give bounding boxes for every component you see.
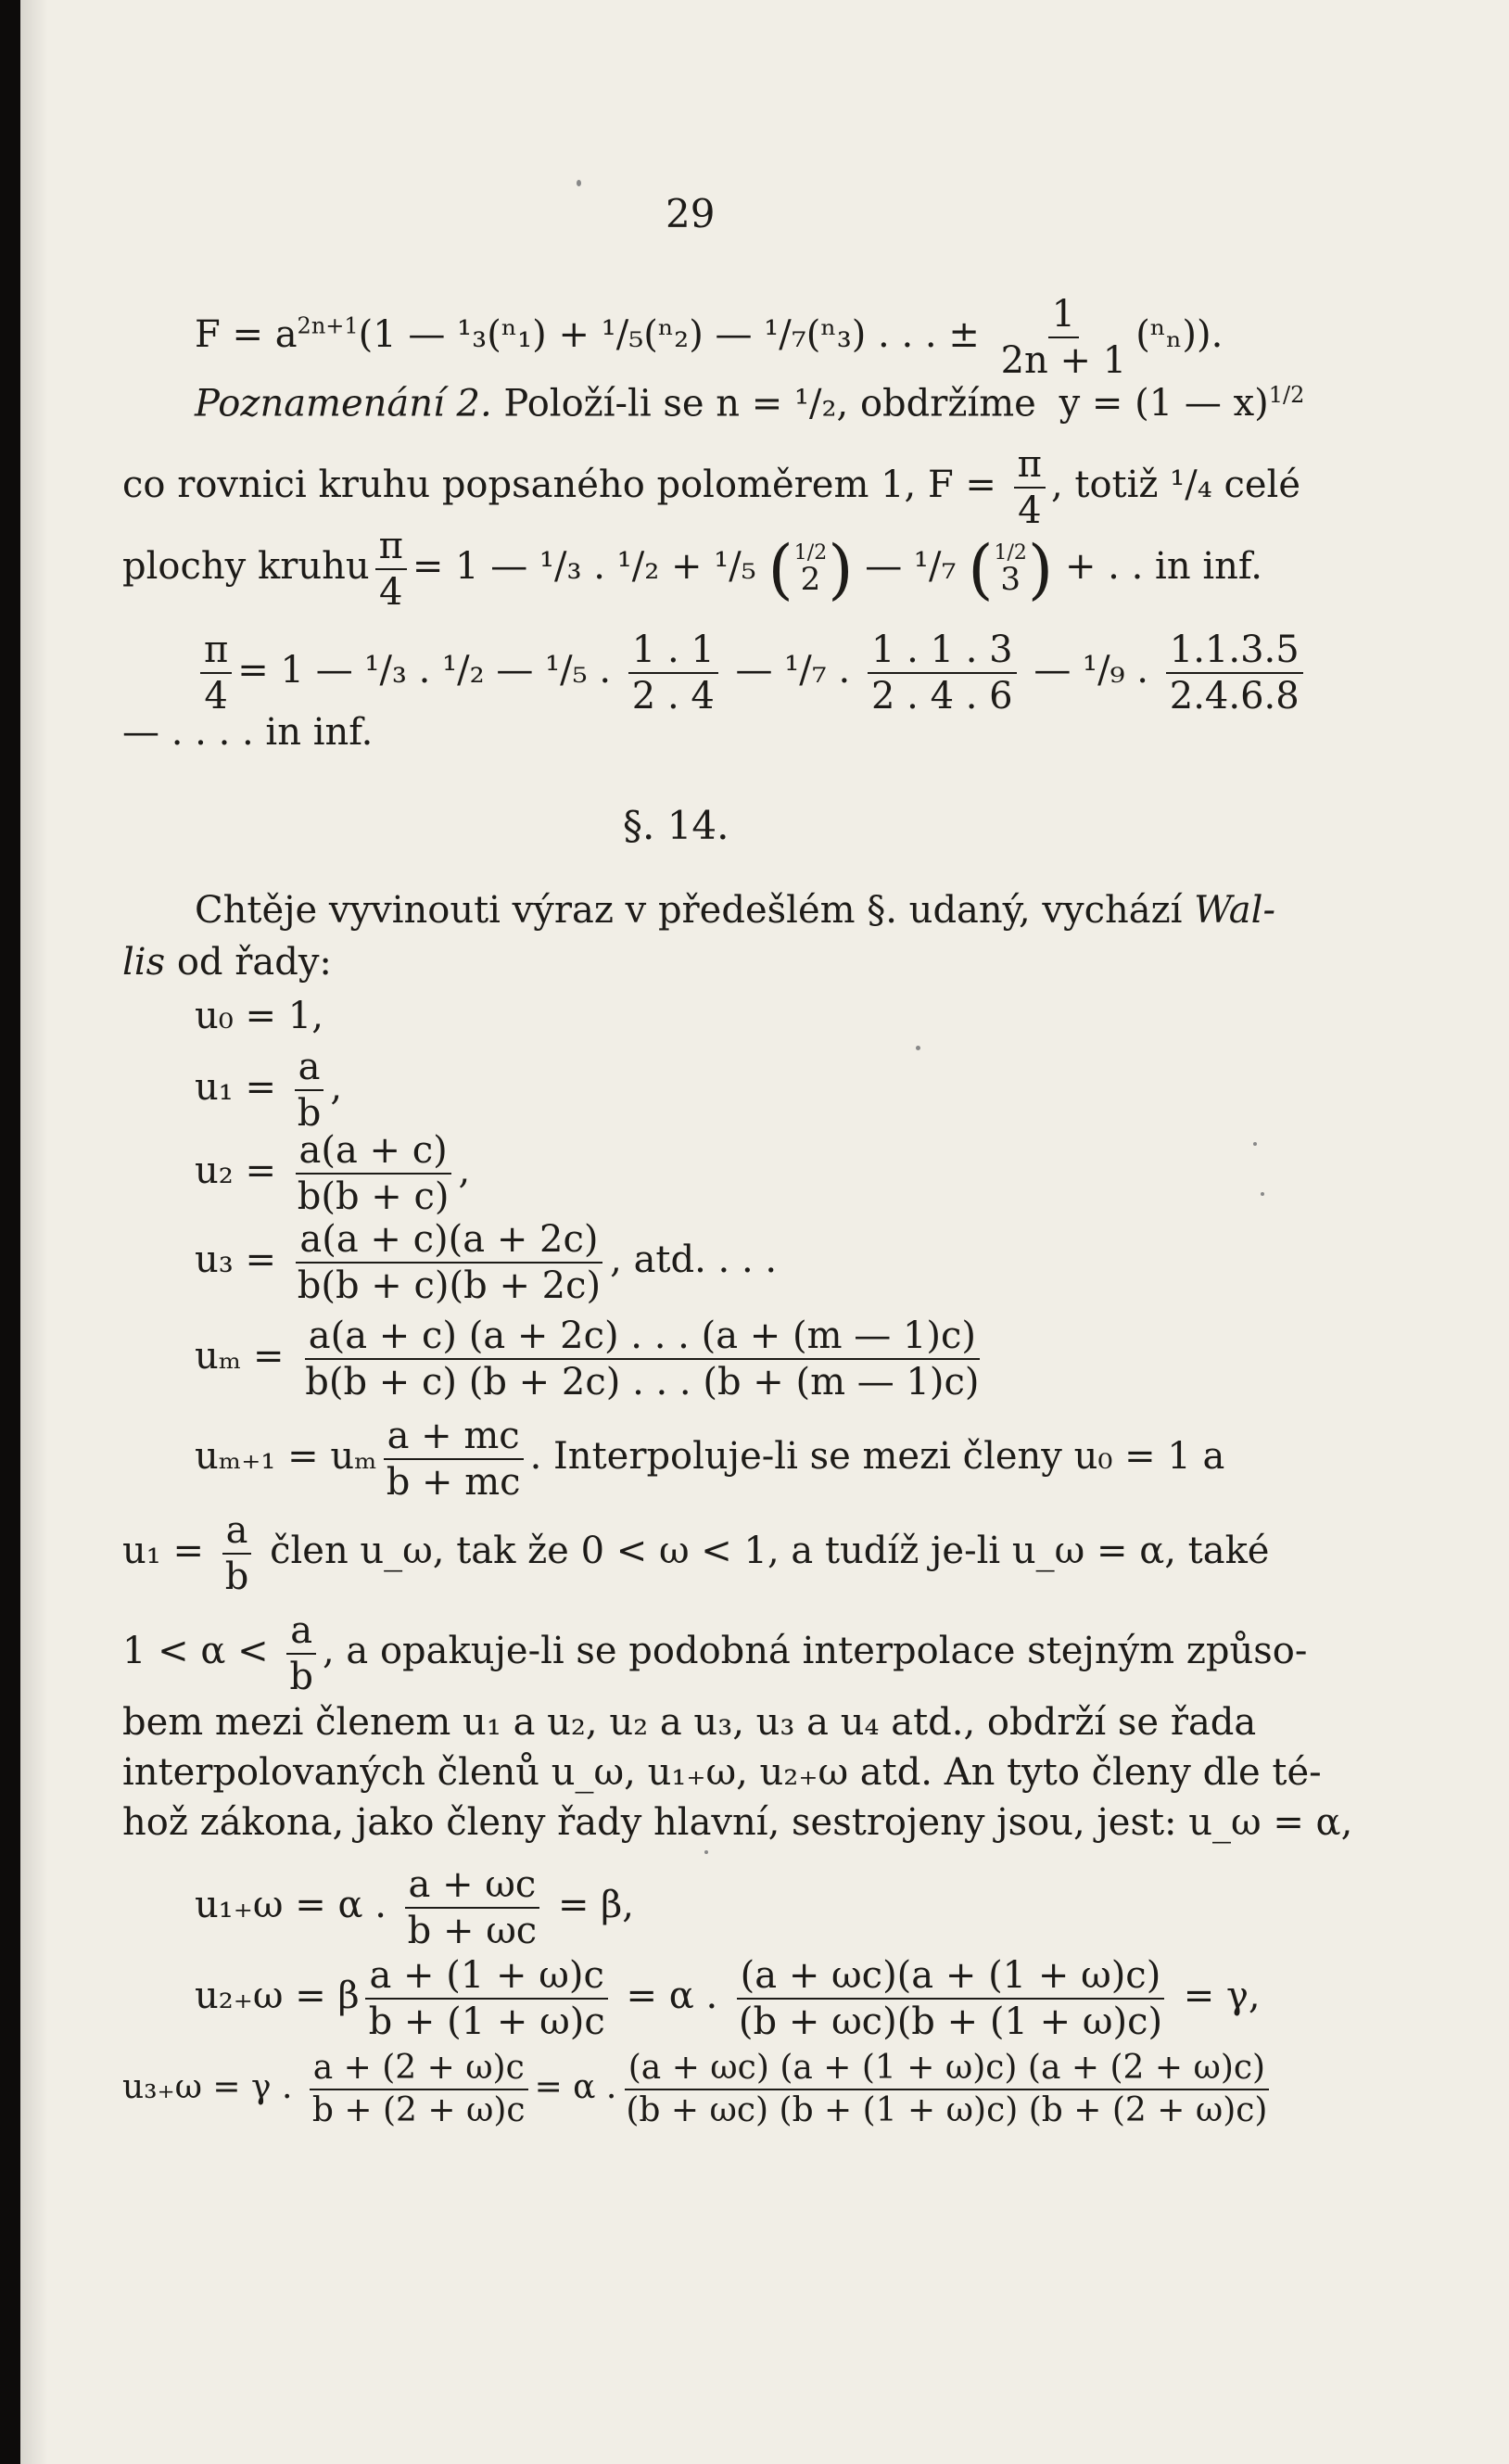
circle-line-text: co rovnici kruhu popsaného poloměrem 1, F =	[122, 464, 996, 506]
binom2-bot: 3	[1000, 561, 1021, 598]
eq2-den1: b + (1 + ω)c	[368, 2000, 605, 2043]
pi-f1-den: 2 . 4	[631, 675, 715, 718]
pi-f3	[1166, 630, 1303, 716]
um1-num: a + mc	[384, 1416, 524, 1460]
area-series: = 1 — ¹/₃ . ¹/₂ + ¹/₅	[412, 545, 756, 588]
formula-F-terms: (1 — ¹₃(ⁿ₁) + ¹/₅(ⁿ₂) — ¹/₇(ⁿ₃) . . . ±	[358, 313, 980, 356]
pi-frac-num: π	[200, 630, 232, 674]
binom1-bot: 2	[800, 561, 821, 598]
area-line-text: plochy kruhu	[122, 545, 370, 588]
note2-eq: y = (1 — x)	[1059, 382, 1269, 425]
pi-f1	[628, 630, 718, 716]
um-lhs: uₘ =	[195, 1335, 285, 1378]
pi-f1-num: 1 . 1	[628, 630, 718, 674]
eq3-fraction1	[309, 2051, 529, 2128]
para1-l1-italic: Wal-	[1194, 889, 1275, 932]
um-fraction	[301, 1316, 983, 1402]
u3-tail: , atd. . . .	[610, 1238, 778, 1281]
para2-line3: bem mezi členem u₁ a u₂, u₂ a u₃, u₃ a u₄ atd., obdrží se řada	[122, 1701, 1257, 1744]
area-frac-den: 4	[379, 571, 403, 614]
circle-line-tail: , totiž ¹/₄ celé	[1050, 464, 1301, 506]
para2-line5: hož zákona, jako členy řady hlavní, sestrojeny jsou, jest: u_ω = α,	[122, 1801, 1353, 1844]
circle-frac-num: π	[1014, 445, 1046, 489]
pi-fraction	[200, 630, 232, 716]
para1-l2-italic: lis	[122, 941, 166, 984]
eq2-den2: (b + ωc)(b + (1 + ω)c)	[738, 2000, 1163, 2043]
eq3-den2: (b + ωc) (b + (1 + ω)c) (b + (2 + ω)c)	[626, 2090, 1268, 2129]
um-den: b(b + c) (b + 2c) . . . (b + (m — 1)c)	[305, 1361, 980, 1403]
formula-F-exp: 2n+1	[297, 312, 359, 339]
eq3-line	[122, 2051, 1276, 2128]
note2-text: Položí-li se n = ¹/₂, obdržíme	[503, 382, 1036, 425]
area-end: + . . in inf.	[1064, 545, 1262, 588]
u2-den: b(b + c)	[297, 1175, 450, 1218]
pi-f2-den: 2 . 4 . 6	[870, 675, 1013, 718]
para1-l1: Chtěje vyvinouti výraz v předešlém §. udaný, vychází	[195, 889, 1183, 932]
para2-l1a: u₁ =	[122, 1530, 205, 1572]
u1-fraction	[294, 1048, 325, 1133]
para2-l1b: člen u_ω, tak že 0 < ω < 1, a tudíž je-li u_ω = α, také	[270, 1530, 1270, 1572]
paper-speck	[577, 180, 581, 186]
eq2-lhs: u₂₊ω = β	[195, 1975, 360, 2017]
u2-lhs: u₂ =	[195, 1149, 277, 1192]
eq2-tail: = γ,	[1183, 1975, 1261, 2017]
u2-line	[195, 1131, 470, 1216]
um-num: a(a + c) (a + 2c) . . . (a + (m — 1)c)	[305, 1316, 980, 1360]
para2-l2b: , a opakuje-li se podobná interpolace stejným způso-	[322, 1630, 1308, 1672]
eq3-fraction2	[622, 2051, 1271, 2128]
area-frac-num: π	[375, 527, 407, 570]
eq1-line	[195, 1865, 634, 1950]
para1-line1	[195, 889, 1275, 932]
in-inf-line: — . . . . in inf.	[122, 711, 374, 754]
um1-den: b + mc	[386, 1461, 521, 1504]
circle-line	[122, 445, 1300, 530]
binom2-open-paren: (	[968, 531, 994, 607]
para2-l1-num: a	[222, 1511, 252, 1555]
binom2-top: 1/2	[994, 541, 1027, 565]
u0-line: u₀ = 1,	[195, 995, 323, 1037]
eq2-num2: (a + ωc)(a + (1 + ω)c)	[737, 1956, 1165, 2000]
u3-fraction	[294, 1220, 604, 1305]
para2-l1-den: b	[224, 1556, 249, 1598]
eq2-num1: a + (1 + ω)c	[365, 1956, 607, 2000]
u3-lhs: u₃ =	[195, 1238, 277, 1281]
u1-comma: ,	[330, 1066, 343, 1109]
pi-f3-num: 1.1.3.5	[1166, 630, 1303, 674]
para2-l2-fraction	[285, 1611, 317, 1696]
eq1-tail: = β,	[557, 1884, 635, 1926]
paper-speck	[1253, 1142, 1257, 1146]
pi-t2: — ¹/₇ .	[735, 649, 851, 692]
pi-f2-num: 1 . 1 . 3	[868, 630, 1017, 674]
u2-comma: ,	[458, 1149, 471, 1192]
paper-speck	[916, 1046, 920, 1050]
para2-line4: interpolovaných členů u_ω, u₁₊ω, u₂₊ω atd. An tyto členy dle té-	[122, 1751, 1322, 1794]
paper-speck	[1261, 1192, 1264, 1196]
u3-num: a(a + c)(a + 2c)	[296, 1220, 602, 1264]
formula-F-frac-den: 2n + 1	[1000, 339, 1127, 382]
circle-frac-den: 4	[1018, 489, 1042, 532]
area-mid: — ¹/₇	[865, 545, 957, 588]
binom1-top: 1/2	[793, 541, 828, 565]
note2-label: Poznamenání 2.	[195, 382, 492, 425]
eq3-lhs: u₃₊ω = γ .	[122, 2067, 293, 2106]
binom1-open-paren: (	[767, 531, 793, 607]
pi-f2	[868, 630, 1017, 716]
formula-F-lhs: F = a	[195, 313, 298, 356]
pi-t1: = 1 — ¹/₃ . ¹/₂ — ¹/₅ .	[237, 649, 612, 692]
para2-line2	[122, 1611, 1307, 1696]
book-page	[20, 0, 1509, 2464]
u1-line	[195, 1048, 342, 1133]
para2-l2-num: a	[286, 1611, 316, 1655]
para2-l2-den: b	[289, 1656, 313, 1698]
eq1-fraction	[404, 1865, 541, 1950]
um1-lhs: uₘ₊₁ = uₘ	[195, 1435, 377, 1478]
paper-speck	[704, 1850, 708, 1854]
um1-tail: . Interpoluje-li se mezi členy u₀ = 1 a	[529, 1435, 1225, 1478]
para1-line2	[122, 941, 332, 984]
para2-l1-fraction	[222, 1511, 253, 1596]
eq2-fraction2	[735, 1956, 1166, 2041]
eq3-num2: (a + ωc) (a + (1 + ω)c) (a + (2 + ω)c)	[625, 2051, 1269, 2090]
binom2	[994, 541, 1027, 598]
eq1-den: b + ωc	[407, 1910, 538, 1952]
note2-exp: 1/2	[1268, 382, 1305, 408]
u1-den: b	[297, 1092, 322, 1135]
eq3-num1: a + (2 + ω)c	[310, 2051, 528, 2090]
binom1-close-paren: )	[828, 531, 854, 607]
eq3-mid: = α .	[534, 2067, 617, 2106]
para1-l2: od řady:	[176, 941, 332, 984]
pi-frac-den: 4	[204, 675, 228, 718]
pi-line	[195, 630, 1309, 716]
eq2-mid: = α .	[626, 1975, 718, 2017]
eq2-fraction1	[365, 1956, 609, 2041]
u3-den: b(b + c)(b + 2c)	[297, 1264, 602, 1307]
u3-line	[195, 1220, 777, 1305]
eq1-num: a + ωc	[405, 1865, 540, 1909]
page-number: 29	[666, 191, 716, 236]
u2-fraction	[294, 1131, 453, 1216]
circle-line-fraction	[1014, 445, 1046, 530]
pi-t3: — ¹/₉ .	[1033, 649, 1149, 692]
para2-l2a: 1 < α <	[122, 1630, 269, 1672]
formula-F-fraction	[997, 295, 1131, 380]
note2-line	[195, 382, 1305, 425]
formula-F	[195, 295, 1223, 380]
section-heading: §. 14.	[623, 803, 729, 848]
pi-f3-den: 2.4.6.8	[1169, 675, 1300, 718]
formula-F-frac-num: 1	[1048, 295, 1079, 338]
binom2-close-paren: )	[1027, 531, 1054, 607]
binom1	[793, 541, 828, 598]
u1-lhs: u₁ =	[195, 1066, 277, 1109]
um-line	[195, 1316, 989, 1402]
formula-F-tail: (ⁿₙ)).	[1135, 313, 1224, 356]
eq3-den1: b + (2 + ω)c	[311, 2090, 526, 2129]
u2-num: a(a + c)	[296, 1131, 451, 1175]
area-line	[122, 527, 1262, 612]
eq1-lhs: u₁₊ω = α .	[195, 1884, 387, 1926]
area-line-fraction	[375, 527, 407, 612]
um1-fraction	[383, 1416, 525, 1502]
u1-num: a	[295, 1048, 324, 1091]
para2-line1	[122, 1511, 1269, 1596]
um1-line	[195, 1416, 1224, 1502]
eq2-line	[195, 1956, 1261, 2041]
